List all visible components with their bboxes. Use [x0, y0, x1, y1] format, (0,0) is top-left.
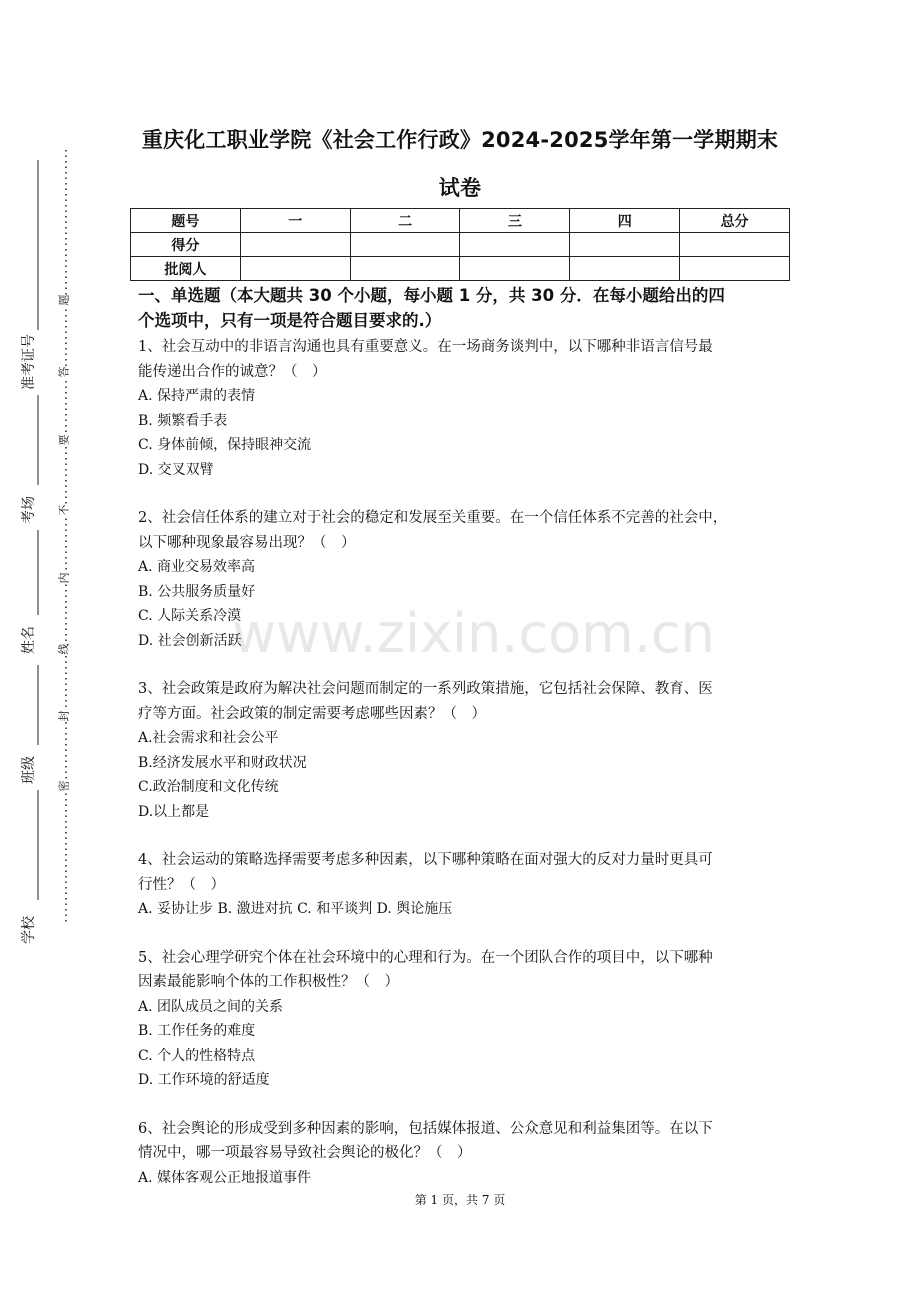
answer-option: B. 公共服务质量好 — [138, 583, 256, 600]
answer-option: A. 媒体客观公正地报道事件 — [138, 1169, 312, 1186]
question-stem-line: 能传递出合作的诚意？（ ） — [138, 363, 327, 380]
score-table-cell[interactable] — [350, 233, 460, 257]
score-table-header-cell: 四 — [570, 209, 680, 233]
question-stem-line: 以下哪种现象最容易出现？（ ） — [138, 534, 356, 551]
seal-char: 不 — [54, 505, 74, 516]
exam-title-line-1: 重庆化工职业学院《社会工作行政》2024-2025学年第一学期期末 — [141, 128, 779, 152]
field-name-label: 姓名 — [21, 626, 37, 654]
question-5 — [138, 946, 788, 1093]
score-table-cell[interactable] — [240, 257, 350, 281]
answer-option: B. 频繁看手表 — [138, 412, 228, 429]
question-stem-line: 行性？（ ） — [138, 876, 225, 893]
binding-margin — [0, 0, 110, 1302]
section-heading — [138, 283, 788, 333]
answer-options-inline: A. 妥协让步 B. 激进对抗 C. 和平谈判 D. 舆论施压 — [138, 901, 453, 917]
answer-option: C. 身体前倾，保持眼神交流 — [138, 437, 312, 453]
section-heading-line: 个选项中，只有一项是符合题目要求的.） — [138, 311, 442, 330]
answer-option: D. 交叉双臂 — [138, 461, 214, 478]
exam-content — [138, 283, 788, 1214]
seal-char: 密 — [54, 781, 74, 792]
answer-option: A. 团队成员之间的关系 — [138, 998, 284, 1015]
score-table-header-cell: 二 — [350, 209, 460, 233]
field-school-label: 学校 — [21, 916, 37, 944]
question-stem-line: 因素最能影响个体的工作积极性？（ ） — [138, 974, 399, 990]
answer-option: C.政治制度和文化传统 — [138, 779, 279, 795]
seal-char: 题 — [54, 295, 74, 306]
field-ticket-number-label: 准考证号 — [21, 334, 37, 390]
question-3 — [138, 677, 788, 824]
question-stem-line: 4、社会运动的策略选择需要考虑多种因素，以下哪种策略在面对强大的反对力量时更具可 — [138, 852, 713, 868]
section-heading-line: 一、单选题（本大题共 30 个小题，每小题 1 分，共 30 分．在每小题给出的四 — [138, 286, 725, 305]
score-table — [130, 208, 790, 281]
question-stem-line: 3、社会政策是政府为解决社会问题而制定的一系列政策措施，它包括社会保障、教育、医 — [138, 681, 713, 697]
score-table-cell[interactable] — [460, 257, 570, 281]
seal-char: 线 — [54, 644, 74, 655]
score-table-header-row — [131, 209, 790, 233]
score-table-cell[interactable] — [460, 233, 570, 257]
question-1 — [138, 335, 788, 482]
score-table-cell[interactable] — [240, 233, 350, 257]
answer-option: C. 个人的性格特点 — [138, 1047, 256, 1064]
question-stem-line: 5、社会心理学研究个体在社会环境中的心理和行为。在一个团队合作的项目中，以下哪种 — [138, 949, 713, 966]
watermark: www.zixin.com.cn — [232, 602, 715, 665]
seal-char: 内 — [54, 573, 74, 584]
score-table-cell[interactable] — [350, 257, 460, 281]
answer-option: D. 社会创新活跃 — [138, 632, 242, 649]
score-table-row-label: 得分 — [131, 233, 241, 257]
question-stem-line: 情况中，哪一项最容易导致社会舆论的极化？（ ） — [138, 1145, 472, 1161]
field-class-label: 班级 — [21, 756, 37, 784]
score-table-cell[interactable] — [570, 257, 680, 281]
seal-char: 封 — [54, 711, 74, 722]
field-exam-room-label: 考场 — [21, 496, 37, 524]
score-table-cell[interactable] — [680, 257, 790, 281]
page-footer: 第 1 页，共 7 页 — [414, 1193, 506, 1207]
score-table-cell[interactable] — [680, 233, 790, 257]
score-table-row-label: 批阅人 — [131, 257, 241, 281]
answer-option: B.经济发展水平和财政状况 — [138, 754, 307, 771]
question-4 — [138, 848, 788, 922]
answer-option: B. 工作任务的难度 — [138, 1023, 256, 1039]
score-table-header-cell: 三 — [460, 209, 570, 233]
seal-char: 要 — [54, 435, 74, 446]
question-stem-line: 疗等方面。社会政策的制定需要考虑哪些因素？（ ） — [138, 705, 486, 722]
answer-option: A. 商业交易效率高 — [138, 559, 256, 575]
answer-option: D.以上都是 — [138, 803, 210, 820]
score-table-cell[interactable] — [570, 233, 680, 257]
seal-char: 答 — [54, 367, 74, 378]
exam-title-line-2: 试卷 — [438, 176, 482, 200]
question-stem-line: 6、社会舆论的形成受到多种因素的影响，包括媒体报道、公众意见和利益集团等。在以下 — [138, 1120, 713, 1137]
answer-option: A.社会需求和社会公平 — [138, 730, 279, 746]
score-table-row — [131, 233, 790, 257]
question-stem-line: 1、社会互动中的非语言沟通也具有重要意义。在一场商务谈判中，以下哪种非语言信号最 — [138, 339, 713, 355]
score-table-header-cell: 一 — [240, 209, 350, 233]
answer-option: A. 保持严肃的表情 — [138, 388, 256, 404]
score-table-header-cell: 题号 — [131, 209, 241, 233]
score-table-row — [131, 257, 790, 281]
question-stem-line: 2、社会信任体系的建立对于社会的稳定和发展至关重要。在一个信任体系不完善的社会中， — [138, 510, 728, 526]
answer-option: C. 人际关系冷漠 — [138, 608, 242, 624]
question-2 — [138, 506, 788, 653]
score-table-header-cell: 总分 — [680, 209, 790, 233]
answer-option: D. 工作环境的舒适度 — [138, 1072, 270, 1088]
question-6 — [138, 1117, 788, 1191]
